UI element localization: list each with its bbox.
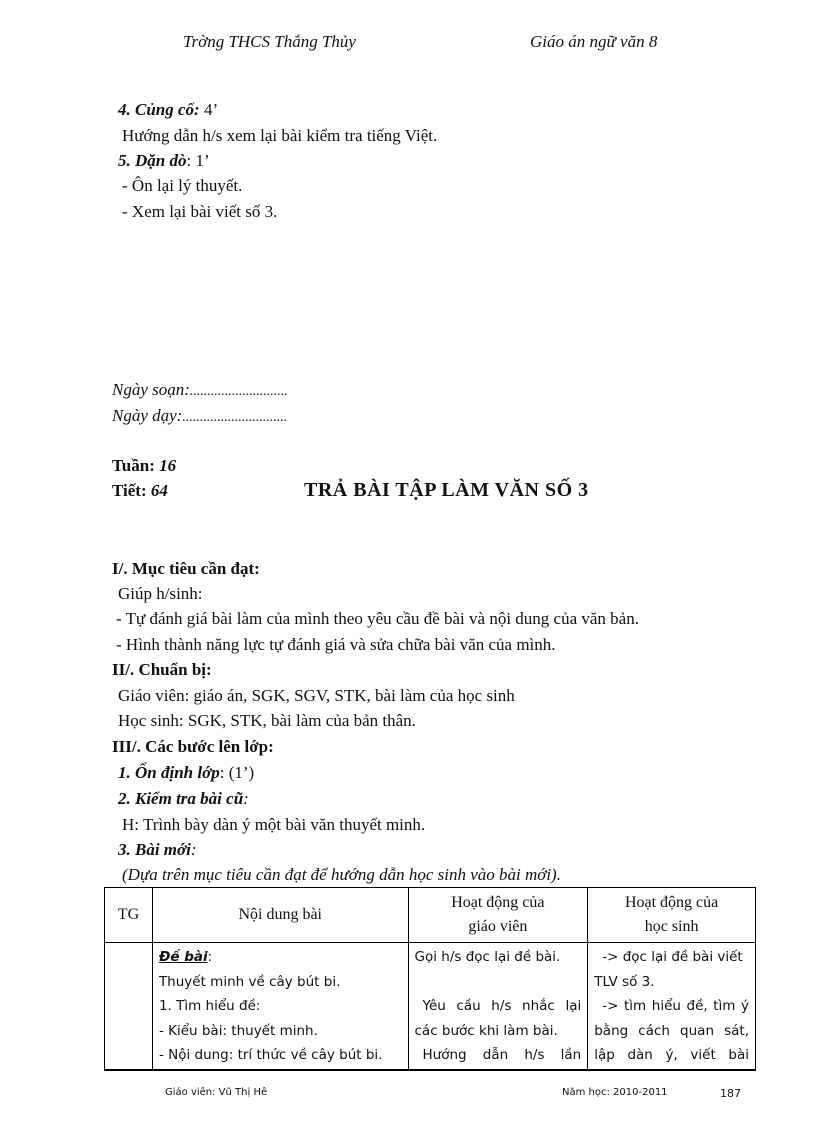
- prep-date: [112, 380, 288, 400]
- consolidate-heading: [118, 100, 218, 120]
- week-label: Tuần:: [112, 456, 155, 475]
- preparation-teacher: Giáo viên: giáo án, SGK, SGV, STK, bài làm của học sinh: [118, 686, 515, 705]
- teach-date-label: Ngày dạy:: [112, 406, 183, 425]
- footer-teacher: Giáo viên: Vũ Thị Hê: [165, 1087, 268, 1098]
- homework-item: - Xem lại bài viết số 3.: [122, 202, 278, 221]
- step-3-rest: :: [190, 840, 197, 859]
- topic-line: [159, 945, 402, 970]
- objective-item: - Hình thành năng lực tự đánh giá và sửa chữa bài văn của mình.: [116, 635, 556, 654]
- topic-colon: :: [207, 949, 213, 965]
- header-teacher-line-1: Hoạt động của: [451, 894, 545, 911]
- steps-heading: III/. Các bước lên lớp:: [112, 737, 274, 756]
- header-teacher-activity: [408, 888, 588, 943]
- header-tg: TG: [105, 888, 153, 943]
- header-student-line-1: Hoạt động của: [624, 894, 719, 911]
- step-1: [118, 763, 254, 783]
- objective-item: - Tự đánh giá bài làm của mình theo yêu cầu đề bài và nội dung của văn bản.: [116, 609, 639, 628]
- step-3-note: (Dựa trên mục tiêu cần đạt để hướng dẫn học sinh vào bài mới).: [122, 865, 561, 884]
- teach-date-dots: ..............................: [182, 410, 288, 425]
- step-1-label: 1. Ổn định lớp: [118, 763, 220, 782]
- footer-page-number: 187: [720, 1087, 741, 1100]
- content-line: Thuyết minh về cây bút bi.: [158, 973, 341, 990]
- teacher-line: Yêu cầu h/s nhắc lại: [422, 998, 582, 1014]
- step-3: [118, 840, 197, 860]
- homework-item: - Ôn lại lý thuyết.: [122, 176, 243, 195]
- student-line: bằng cách quan sát,: [594, 1022, 749, 1039]
- header-school: Trờng THCS Thắng Thủy: [183, 32, 356, 51]
- preparation-student: Học sinh: SGK, STK, bài làm của bản thân.: [118, 711, 416, 730]
- header-student-line-2: học sinh: [644, 918, 699, 935]
- period-value: 64: [150, 481, 168, 500]
- homework-time: : 1’: [186, 151, 210, 170]
- content-line: - Nội dung: trí thức về cây bút bi.: [158, 1047, 383, 1063]
- objectives-intro: Giúp h/sinh:: [118, 584, 203, 603]
- prep-date-dots: ............................: [189, 384, 288, 399]
- prep-date-label: Ngày soạn:: [112, 380, 190, 399]
- consolidate-label: 4. Củng cố:: [118, 100, 200, 119]
- header-content: Nội dung bài: [152, 888, 408, 943]
- step-2: [118, 789, 249, 809]
- period: [112, 481, 168, 501]
- footer-year: Năm học: 2010-2011: [562, 1087, 668, 1098]
- student-line: -> tìm hiểu đề, tìm ý: [602, 998, 749, 1014]
- cell-tg: [105, 943, 153, 1071]
- cell-student: [588, 943, 756, 1071]
- objectives-heading: I/. Mục tiêu cần đạt:: [112, 559, 260, 578]
- homework-label: 5. Dặn dò: [118, 151, 187, 170]
- week-value: 16: [159, 456, 177, 475]
- consolidate-text: Hướng dẫn h/s xem lại bài kiểm tra tiếng Việt.: [122, 126, 438, 145]
- step-2-label: 2. Kiểm tra bài cũ: [118, 789, 244, 808]
- teach-date: [112, 406, 287, 426]
- step-1-rest: : (1’): [219, 763, 255, 782]
- content-line: 1. Tìm hiểu đề:: [158, 998, 261, 1014]
- period-label: Tiết:: [112, 481, 147, 500]
- footer-rule: [104, 1069, 756, 1070]
- topic-label: Đề bài: [158, 949, 208, 965]
- table-header-row: [105, 888, 756, 943]
- week: [112, 456, 176, 476]
- homework-heading: [118, 151, 210, 171]
- cell-teacher: [408, 943, 588, 1071]
- preparation-heading: II/. Chuẩn bị:: [112, 660, 212, 679]
- student-line: lập dàn ý, viết bài: [594, 1047, 749, 1063]
- student-line: -> đọc lại đề bài viết: [602, 949, 743, 965]
- step-2-text: H: Trình bày dàn ý một bài văn thuyết minh.: [122, 815, 426, 834]
- teacher-line: các bước khi làm bài.: [414, 1022, 558, 1039]
- lesson-table: [104, 887, 756, 1071]
- cell-content: [152, 943, 408, 1071]
- header-student-activity: [588, 888, 756, 943]
- consolidate-time: 4’: [199, 100, 219, 119]
- content-line: - Kiểu bài: thuyết minh.: [158, 1022, 318, 1039]
- teacher-line: [415, 970, 582, 995]
- header-subject: Giáo án ngữ văn 8: [530, 32, 658, 51]
- page-title: TRẢ BÀI TẬP LÀM VĂN SỐ 3: [304, 479, 589, 501]
- step-2-rest: :: [243, 789, 249, 808]
- step-3-label: 3. Bài mới: [118, 840, 191, 859]
- table-row: [105, 943, 756, 1071]
- header-teacher-line-2: giáo viên: [468, 918, 528, 935]
- teacher-line: Gọi h/s đọc lại đề bài.: [414, 949, 561, 965]
- student-line: TLV số 3.: [594, 973, 655, 990]
- teacher-line: Hướng dẫn h/s lần: [422, 1047, 582, 1063]
